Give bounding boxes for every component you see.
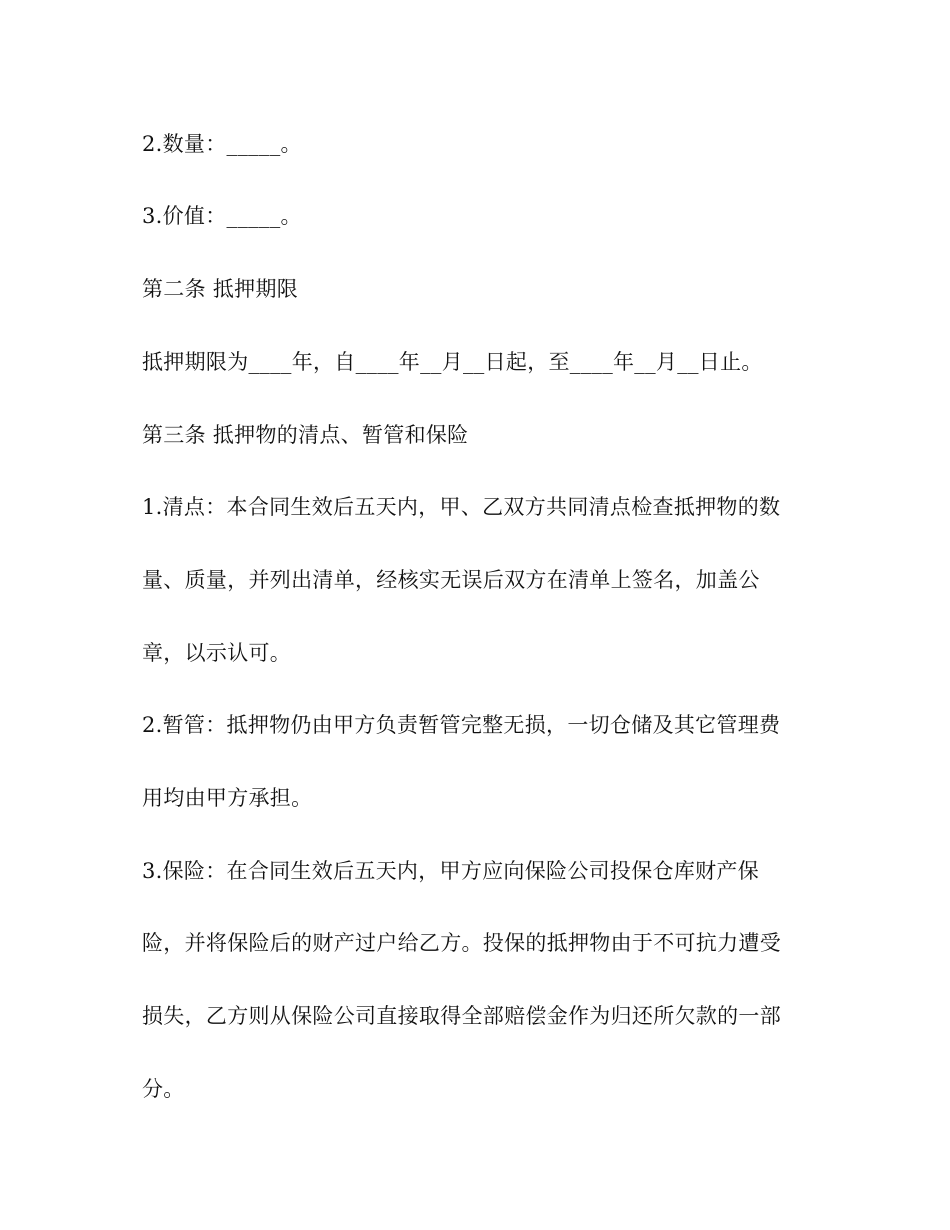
insurance-clause-line-4: 分。 xyxy=(142,1077,185,1101)
mortgage-term-text: 抵押期限为____年，自____年__月__日起，至____年__月__日止。 xyxy=(142,350,763,374)
inventory-clause-line-3: 章，以示认可。 xyxy=(142,641,292,665)
insurance-clause-line-2: 险，并将保险后的财产过户给乙方。投保的抵押物由于不可抗力遭受 xyxy=(142,931,781,955)
inventory-clause-line-2: 量、质量，并列出清单，经核实无误后双方在清单上签名，加盖公 xyxy=(142,568,760,592)
custody-clause-line-2: 用均由甲方承担。 xyxy=(142,786,313,810)
custody-clause-line-1: 2.暂管：抵押物仍由甲方负责暂管完整无损，一切仓储及其它管理费 xyxy=(142,713,781,737)
inventory-clause-line-1: 1.清点：本合同生效后五天内，甲、乙双方共同清点检查抵押物的数 xyxy=(142,495,781,519)
item-value: 3.价值：_____。 xyxy=(142,204,302,228)
insurance-clause-line-3: 损失，乙方则从保险公司直接取得全部赔偿金作为归还所欠款的一部 xyxy=(142,1004,781,1028)
article-two-heading: 第二条 抵押期限 xyxy=(142,277,299,301)
item-quantity: 2.数量：_____。 xyxy=(142,132,302,156)
article-three-heading: 第三条 抵押物的清点、暂管和保险 xyxy=(142,423,469,447)
insurance-clause-line-1: 3.保险：在合同生效后五天内，甲方应向保险公司投保仓库财产保 xyxy=(142,859,760,883)
